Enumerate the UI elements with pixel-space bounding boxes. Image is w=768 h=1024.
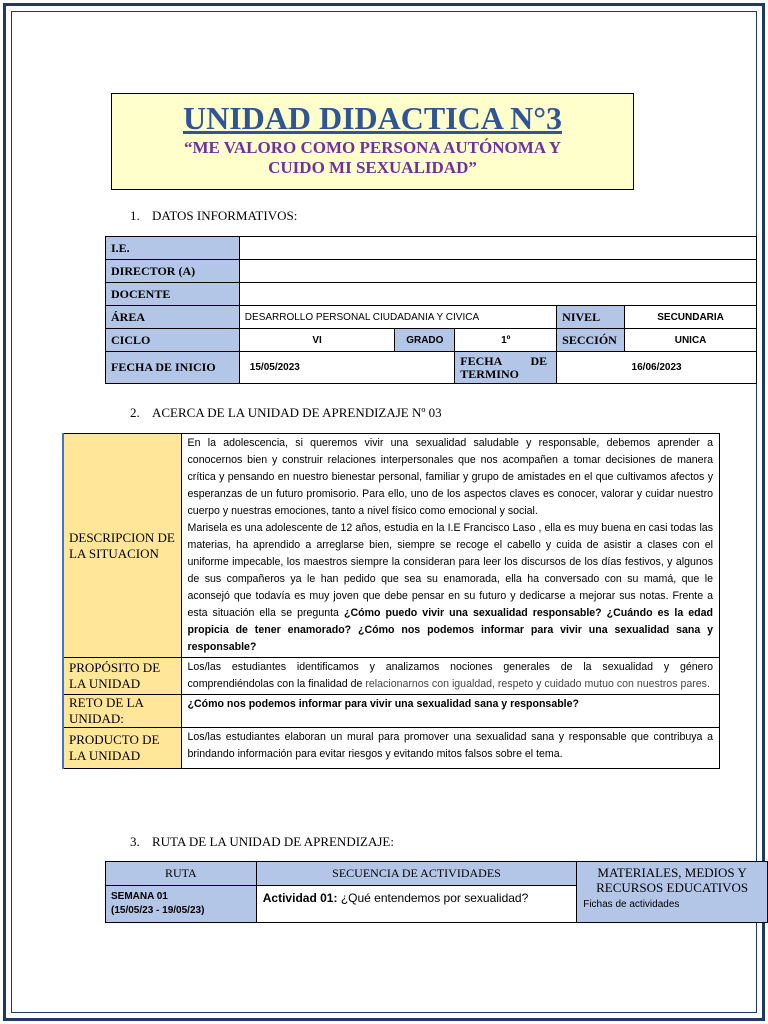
- table-row: [63, 658, 720, 695]
- table-row: [63, 434, 720, 658]
- table-row: [106, 260, 757, 283]
- nivel-value: SECUNDARIA: [625, 306, 757, 329]
- reto-label: RETO DE LA UNIDAD:: [63, 695, 181, 728]
- table-header-row: [106, 862, 768, 886]
- table-row: [106, 306, 757, 329]
- semana-cell: SEMANA 01 (15/05/23 - 19/05/23): [106, 886, 257, 923]
- ciclo-label: CICLO: [106, 329, 240, 352]
- ie-label: I.E.: [106, 237, 240, 260]
- table-row: [106, 237, 757, 260]
- ciclo-value: VI: [239, 329, 395, 352]
- area-value: DESARROLLO PERSONAL CIUDADANIA Y CIVICA: [239, 306, 556, 329]
- document-title: UNIDAD DIDACTICA N°3: [182, 100, 563, 136]
- proposito-label: PROPÓSITO DE LA UNIDAD: [63, 658, 181, 695]
- grado-label: GRADO: [395, 329, 455, 352]
- reto-text: ¿Cómo nos podemos informar para vivir una sexualidad sana y responsable?: [181, 695, 720, 728]
- docente-label: DOCENTE: [106, 283, 240, 306]
- fecha-termino-label: FECHA DE TERMINO: [455, 352, 557, 384]
- title-box: [111, 93, 634, 190]
- column-header-ruta: RUTA: [106, 862, 257, 886]
- table-row: [106, 329, 757, 352]
- table-row: [63, 695, 720, 728]
- document-subtitle: “ME VALORO COMO PERSONA AUTÓNOMA Y CUIDO MI SEXUALIDAD”: [183, 138, 562, 177]
- producto-text: Los/las estudiantes elaboran un mural para promover una sexualidad sana y responsable que contribuya a brindando información para evitar riesgos y evitando mitos falsos sobre el tema.: [181, 728, 720, 769]
- nivel-label: NIVEL: [557, 306, 625, 329]
- proposito-text: Los/las estudiantes identificamos y analizamos nociones generales de la sexualidad y género comprendiéndolas con la finalidad de relacionarnos con igualdad, respeto y cuidado mutuo con nuestros pares.: [181, 658, 720, 695]
- table-row: [63, 728, 720, 769]
- table-row: [106, 283, 757, 306]
- section-heading-ruta: 3. RUTA DE LA UNIDAD DE APRENDIZAJE:: [130, 834, 394, 849]
- column-header-secuencia: SECUENCIA DE ACTIVIDADES: [256, 862, 576, 886]
- fecha-inicio-label: FECHA DE INICIO: [106, 352, 240, 384]
- ie-value: [239, 237, 756, 260]
- datos-informativos-table: [105, 236, 757, 384]
- section-heading-acerca: 2. ACERCA DE LA UNIDAD DE APRENDIZAJE Nº 03: [130, 405, 442, 420]
- director-label: DIRECTOR (A): [106, 260, 240, 283]
- fecha-termino-value: 16/06/2023: [557, 352, 757, 384]
- acerca-unidad-table: [62, 433, 720, 769]
- seccion-value: UNICA: [625, 329, 757, 352]
- descripcion-label: DESCRIPCION DE LA SITUACION: [63, 434, 181, 658]
- ruta-table: [105, 861, 768, 923]
- seccion-label: SECCIÓN: [557, 329, 625, 352]
- materiales-cell: Fichas de actividades: [583, 899, 680, 910]
- table-row: [106, 352, 757, 384]
- grado-value: 1º: [455, 329, 557, 352]
- actividad-cell: Actividad 01: ¿Qué entendemos por sexualidad?: [256, 886, 576, 923]
- section-heading-datos: 1. DATOS INFORMATIVOS:: [130, 208, 298, 223]
- director-value: [239, 260, 756, 283]
- column-header-materiales: MATERIALES, MEDIOS Y RECURSOS EDUCATIVOS Fichas de actividades: [577, 862, 768, 923]
- area-label: ÁREA: [106, 306, 240, 329]
- producto-label: PRODUCTO DE LA UNIDAD: [63, 728, 181, 769]
- docente-value: [239, 283, 756, 306]
- fecha-inicio-value: 15/05/2023: [239, 352, 454, 384]
- descripcion-text: En la adolescencia, si queremos vivir una sexualidad saludable y responsable, debemos aprender a conocernos bien y construir relaciones interpersonales que nos acompañen a tomar decisiones de manera crítica y pensando en nuestro bienestar personal, familiar y grupo de amistades en el que cultivamos afectos y esperanzas de un futuro promisorio. Para ello, uno de los aspectos claves es conocer, valorar y cuidar nuestro cuerpo y nuestras emociones, tanto a nivel físico como emocional y social. Marisela es una adolescente de 12 años, estudia en la I.E Francisco Laso , ella es muy buena en casi todas las materias, ha aprendido a arreglarse bien, siempre se recoge el cabello y cuida de asistir a clases con el uniforme impecable, los maestros siempre la consideran para leer los discursos de los días festivos, y algunos de sus compañeros ya le han pedido que sea su enamorada, ella ha conversado con su mamá, que le aconsejó que todavía es muy joven que debe pensar en su futuro y dedicarse a mejorar sus notas. Frente a esta situación ella se pregunta ¿Cómo puedo vivir una sexualidad responsable? ¿Cuándo es la edad propicia de tener enamorado? ¿Cómo nos podemos informar para vivir una sexualidad sana y responsable?: [181, 434, 720, 658]
